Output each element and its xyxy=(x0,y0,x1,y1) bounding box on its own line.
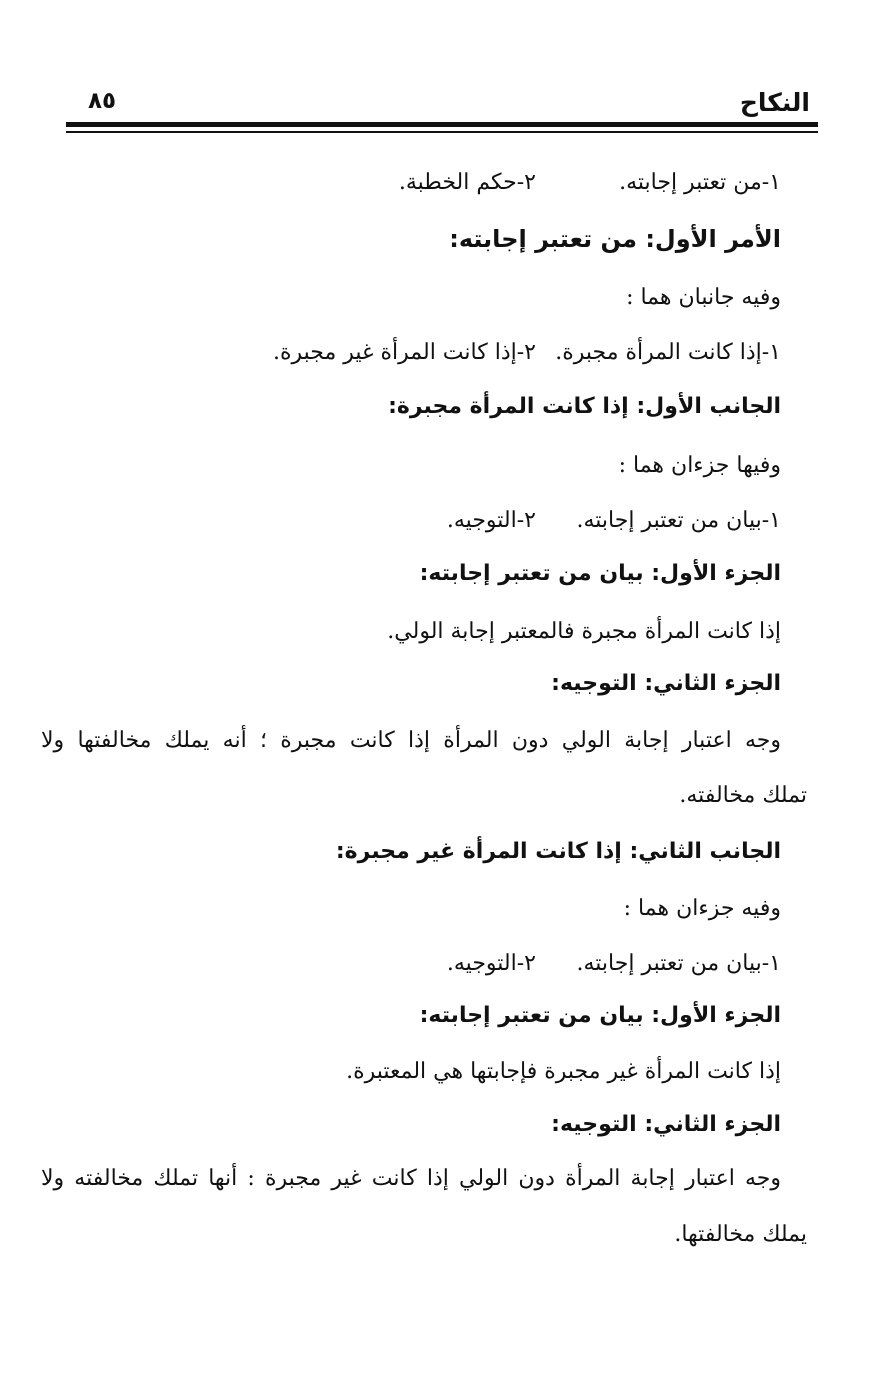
body-text: وفيه جانبان هما : xyxy=(626,285,781,310)
enum-item-1: ١-بيان من تعتبر إجابته. xyxy=(576,508,781,533)
enum-item-1: ١-بيان من تعتبر إجابته. xyxy=(576,951,781,976)
enum-item-2: ٢-حكم الخطبة. xyxy=(398,170,536,195)
body-text: إذا كانت المرأة غير مجبرة فإجابتها هي المعتبرة. xyxy=(346,1059,781,1084)
part-heading: الجزء الأول: بيان من تعتبر إجابته: xyxy=(419,1003,781,1028)
body-text: وجه اعتبار إجابة الولي دون المرأة إذا كانت مجبرة ؛ أنه يملك مخالفتها ولا xyxy=(41,728,781,753)
body-text-continuation: تملك مخالفته. xyxy=(679,783,807,808)
page-number: ٨٥ xyxy=(88,88,117,114)
enum-item-2: ٢-التوجيه. xyxy=(446,951,536,976)
page-header xyxy=(66,88,818,120)
enumeration-line xyxy=(61,949,781,979)
running-title: النكاح xyxy=(739,88,810,117)
subsection-heading: الجانب الأول: إذا كانت المرأة مجبرة: xyxy=(388,394,781,419)
part-heading: الجزء الثاني: التوجيه: xyxy=(551,671,781,696)
enumeration-line xyxy=(61,338,781,368)
enum-item-1: ١-من تعتبر إجابته. xyxy=(619,170,781,195)
body-text: إذا كانت المرأة مجبرة فالمعتبر إجابة الولي. xyxy=(387,619,781,644)
header-rule-thick xyxy=(66,122,818,127)
body-text: وفيها جزءان هما : xyxy=(618,453,781,478)
header-rule-thin xyxy=(66,131,818,133)
body-text: وفيه جزءان هما : xyxy=(623,896,781,921)
body-text-continuation: يملك مخالفتها. xyxy=(674,1222,807,1247)
part-heading: الجزء الأول: بيان من تعتبر إجابته: xyxy=(419,561,781,586)
enum-item-2: ٢-التوجيه. xyxy=(446,508,536,533)
body-text: وجه اعتبار إجابة المرأة دون الولي إذا كانت غير مجبرة : أنها تملك مخالفته ولا xyxy=(41,1166,781,1191)
enum-item-1: ١-إذا كانت المرأة مجبرة. xyxy=(555,340,781,365)
part-heading: الجزء الثاني: التوجيه: xyxy=(551,1112,781,1137)
enumeration-line xyxy=(61,506,781,536)
section-heading: الأمر الأول: من تعتبر إجابته: xyxy=(449,225,781,253)
subsection-heading: الجانب الثاني: إذا كانت المرأة غير مجبرة: xyxy=(335,839,781,864)
enumeration-line xyxy=(61,168,781,198)
enum-item-2: ٢-إذا كانت المرأة غير مجبرة. xyxy=(272,340,536,365)
